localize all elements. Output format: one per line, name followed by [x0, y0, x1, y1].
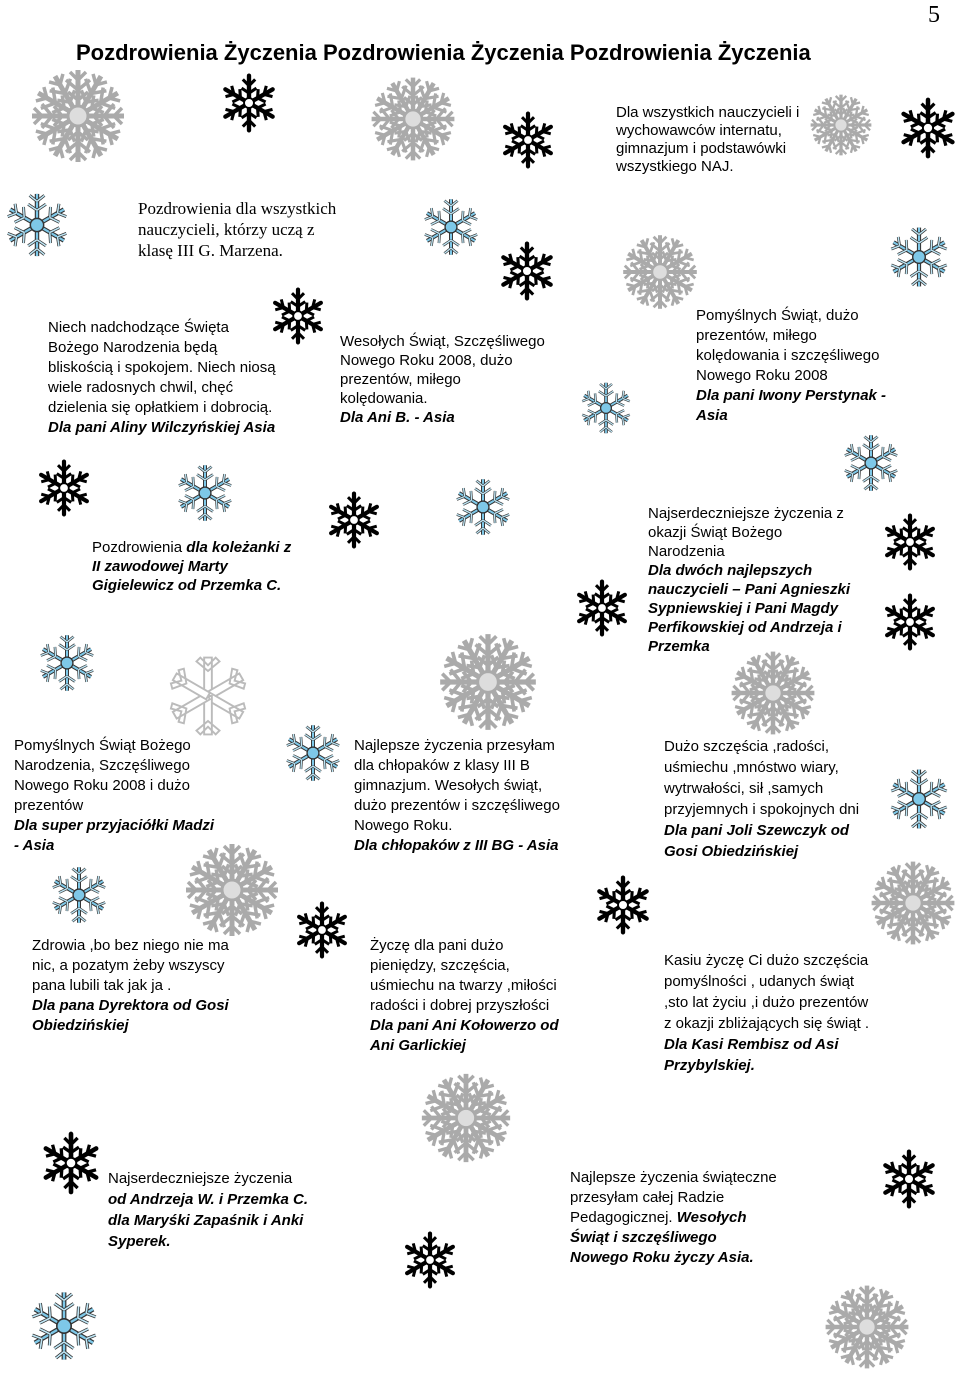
snowflake-icon [400, 1230, 460, 1290]
wish-line: kolędowania. [340, 390, 428, 407]
snowflake-icon [292, 900, 352, 960]
wish-signature: Dla Ani B. - Asia [340, 409, 455, 426]
wish-signature: Sypniewskiej i Pani Magdy [648, 600, 839, 617]
wish-signature: Dla pani Joli Szewczyk od [664, 822, 850, 839]
snowflake-icon [572, 578, 632, 638]
snowflake-icon [592, 874, 654, 936]
wish-line: gimnazjum. Wesołych świąt, [354, 777, 543, 794]
snowflake-icon [576, 378, 636, 438]
wish-line: uśmiechu ,mnóstwo wiary, [664, 759, 839, 776]
snowflake-icon [880, 512, 940, 572]
wish-card [616, 104, 799, 176]
snowflake-icon [436, 630, 540, 734]
wish-line: Wesołych Świąt, Szczęśliwego [340, 333, 545, 350]
wish-line: z okazji zbliżających się świąt . [664, 1015, 870, 1032]
wish-signature: Gigielewicz od Przemka C. [92, 577, 282, 594]
wish-signature: Perfikowskiej od Andrzeja i [648, 619, 842, 636]
wish-signature: dla koleżanki z [186, 539, 292, 556]
snowflake-icon [822, 1282, 912, 1372]
wish-signature: Dla pani Aliny Wilczyńskiej Asia [48, 419, 276, 436]
wish-line: Narodzenia, Szczęśliwego [14, 757, 190, 774]
wish-card [570, 1168, 777, 1268]
wish-line: Nowego Roku 2008, dużo [340, 352, 513, 369]
wish-line: gimnazjum i podstawówki [616, 140, 787, 157]
wish-line: Nowego Roku 2008 [696, 367, 828, 384]
wish-card [370, 936, 559, 1056]
page-title: Pozdrowienia Życzenia Pozdrowienia Życzenia Pozdrowienia Życzenia [76, 40, 811, 65]
wish-line: Pozdrowienia dla wszystkich [138, 199, 337, 218]
wish-line: Najlepsze życzenia przesyłam [354, 737, 555, 754]
wish-line: Bożego Narodzenia będą [48, 339, 218, 356]
wish-line: pomyślności , udanych świąt [664, 973, 855, 990]
snowflake-icon [620, 232, 700, 312]
snowflake-icon [884, 222, 954, 292]
snowflake-icon [46, 862, 112, 928]
snowflake-icon [324, 490, 384, 550]
wish-line: prezentów, miłego [696, 327, 817, 344]
wish-signature: Obiedzińskiej [32, 1017, 129, 1034]
wish-line: pana lubili tak jak ja . [32, 977, 172, 994]
snowflake-icon [868, 858, 958, 948]
snowflake-icon [280, 720, 346, 786]
wish-line: dla chłopaków z klasy III B [354, 757, 530, 774]
snowflake-icon [880, 592, 940, 652]
snowflake-icon [496, 240, 558, 302]
wish-signature: Świąt i szczęśliwego [570, 1229, 717, 1246]
wish-line: dużo prezentów i szczęśliwego [354, 797, 560, 814]
wish-signature: Dla super przyjaciółki Madzi [14, 817, 215, 834]
wish-line: Dla wszystkich nauczycieli i [616, 104, 800, 121]
snowflake-icon [34, 630, 100, 696]
wish-line: wiele radosnych chwil, chęć [48, 379, 234, 396]
wish-line: okazji Świąt Bożego [648, 524, 783, 541]
snowflake-icon [896, 96, 960, 160]
wish-line: prezentów [14, 797, 84, 814]
wish-line: nic, a pozatym żeby wszyscy [32, 957, 225, 974]
wish-line: Dużo szczęścia ,radości, [664, 738, 830, 755]
snowflake-icon [884, 764, 954, 834]
wish-signature: nauczycieli – Pani Agnieszki [648, 581, 851, 598]
snowflake-icon [38, 1130, 104, 1196]
wish-line: nauczycieli, którzy uczą z [138, 220, 315, 239]
wish-line: klasę III G. Marzena. [138, 241, 283, 260]
wish-signature: Dla pana Dyrektora od Gosi [32, 997, 229, 1014]
wish-signature: Przemka [648, 638, 710, 655]
wish-signature: Asia [696, 407, 728, 424]
snowflake-icon [418, 194, 484, 260]
snowflake-icon [728, 648, 818, 738]
wish-signature: Dla dwóch najlepszych [648, 562, 813, 579]
wish-signature: Dla chłopaków z III BG - Asia [354, 837, 559, 854]
wish-line: Pomyślnych Świąt, dużo [696, 307, 859, 324]
page-number: 5 [928, 2, 940, 28]
snowflake-icon [160, 648, 256, 744]
wish-signature: Wesołych [676, 1209, 747, 1226]
snowflake-icon [218, 72, 280, 134]
wish-signature: Przybylskiej. [664, 1057, 755, 1074]
wish-line: wychowawców internatu, [616, 122, 782, 139]
wish-card [648, 504, 850, 656]
snowflake-icon [28, 66, 128, 166]
wish-line: Nowego Roku. [354, 817, 453, 834]
wish-card [92, 538, 291, 595]
wish-signature: Gosi Obiedzińskiej [664, 843, 799, 860]
wish-line: Pomyślnych Świąt Bożego [14, 737, 191, 754]
wish-line: Pedagogicznej. [570, 1209, 677, 1226]
wish-line: prezentów, miłego [340, 371, 461, 388]
wish-signature: Syperek. [108, 1233, 171, 1250]
wish-card [696, 306, 886, 426]
snowflake-icon [368, 74, 458, 164]
wish-line: kolędowania i szczęśliwego [696, 347, 880, 364]
wish-line: Kasiu życzę Ci dużo szczęścia [664, 952, 869, 969]
wish-line: wszystkiego NAJ. [616, 158, 734, 175]
wish-card [108, 1168, 308, 1252]
wish-signature: dla Maryśki Zapaśnik i Anki [108, 1212, 304, 1229]
wish-signature: Nowego Roku życzy Asia. [570, 1249, 754, 1266]
snowflake-icon [182, 840, 282, 940]
wish-line: bliskością i spokojem. Niech niosą [48, 359, 276, 376]
wish-card [354, 736, 560, 856]
snowflake-icon [450, 474, 516, 540]
wish-line: Zdrowia ,bo bez niego nie ma [32, 937, 229, 954]
snowflake-icon [172, 460, 238, 526]
wish-line: Życzę dla pani dużo [370, 937, 504, 954]
wish-signature: Dla pani Ani Kołowerzo od [370, 1017, 559, 1034]
wish-card [340, 332, 545, 427]
wish-line: Pozdrowienia [92, 539, 187, 556]
wish-card [664, 950, 869, 1076]
wish-line: dzielenia się opłatkiem i dobrocią. [48, 399, 273, 416]
wish-line: pieniędzy, szczęścia, [370, 957, 510, 974]
wish-card [32, 936, 229, 1036]
wish-card [48, 318, 276, 438]
wish-signature: Ani Garlickiej [370, 1037, 466, 1054]
wish-signature: od Andrzeja W. i Przemka C. [108, 1191, 309, 1208]
wish-line: Najserdeczniejsze życzenia [108, 1170, 293, 1187]
snowflake-icon [878, 1148, 940, 1210]
wish-line: przesyłam całej Radzie [570, 1189, 725, 1206]
snowflake-icon [418, 1070, 514, 1166]
wish-line: ,sto lat życiu ,i dużo prezentów [664, 994, 869, 1011]
wish-line: Nowego Roku 2008 i dużo [14, 777, 190, 794]
wish-line: Najserdeczniejsze życzenia z [648, 505, 844, 522]
wish-line: Niech nadchodzące Święta [48, 319, 229, 336]
snowflake-icon [24, 1286, 104, 1366]
wish-line: Najlepsze życzenia świąteczne [570, 1169, 777, 1186]
wish-card [138, 198, 336, 261]
snowflake-icon [34, 458, 94, 518]
wish-line: wytrwałości, sił ,samych [664, 780, 824, 797]
wish-signature: Dla Kasi Rembisz od Asi [664, 1036, 839, 1053]
wish-line: przyjemnych i spokojnych dni [664, 801, 860, 818]
wish-signature: Dla pani Iwony Perstynak - [696, 387, 887, 404]
wish-signature: II zawodowej Marty [92, 558, 228, 575]
snowflake-icon [808, 92, 874, 158]
wish-card [14, 736, 214, 856]
snowflake-icon [838, 430, 904, 496]
snowflake-icon [0, 188, 74, 262]
snowflake-icon [498, 110, 558, 170]
wish-signature: - Asia [14, 837, 55, 854]
wish-line: radości i dobrej przyszłości [370, 997, 550, 1014]
wish-line: Narodzenia [648, 543, 725, 560]
snowflake-icon [268, 286, 328, 346]
wish-line: uśmiechu na twarzy ,miłości [370, 977, 557, 994]
